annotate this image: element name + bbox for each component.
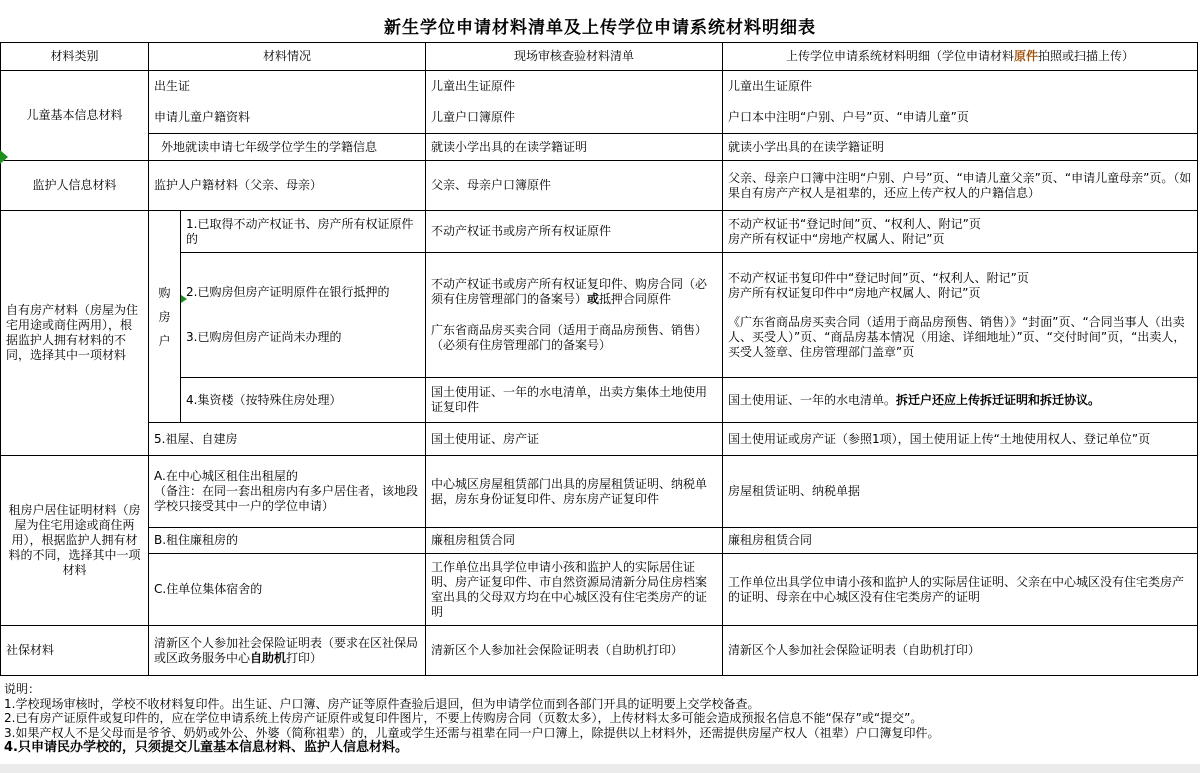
subcategory-house-buyer (149, 211, 181, 423)
cell-itemB-onsite: 廉租房租赁合同 (426, 528, 723, 554)
text-buyer-vertical: 购房户 (158, 285, 171, 348)
cell-guardian-upload: 父亲、母亲户口簿中注明“户别、户号”页、“申请儿童父亲”页、“申请儿童母亲”页。（如果自有房产产权人是祖辈的，还应上传产权人的户籍信息） (723, 161, 1198, 211)
text-itemA-title: A.在中心城区租住出租屋的 (154, 469, 298, 483)
text-item4-upload: 国土使用证、一年的水电清单。 (728, 392, 897, 407)
cell-item1-situation: 1.已取得不动产权证书、房产所有权证原件的 (181, 211, 426, 253)
cell-item1-upload (723, 211, 1198, 253)
page-title: 新生学位申请材料清单及上传学位申请系统材料明细表 (384, 18, 816, 38)
cell-itemA-situation (149, 456, 426, 528)
header-upload-original-highlight: 原件 (1014, 49, 1039, 63)
text-hukou-original: 儿童户口簿原件 (431, 110, 516, 124)
text-social-a: 清新区个人参加社会保险证明表（要求在区社保局或区政务服务中心 (154, 635, 419, 665)
text-item23-upload-p1: 不动产权证书复印件中“登记时间”页、“权利人、附记”页 (728, 270, 1029, 285)
header-onsite-checklist: 现场审核查验材料清单 (426, 43, 723, 71)
note-3: 3.如果产权人不是父母而是爷爷、奶奶或外公、外婆（简称祖辈）的，儿童或学生还需与祖辈在同一户口簿上，除提供以上材料外，还需提供房屋产权人（祖辈）户口簿复印件。 (4, 725, 940, 740)
row-rent-itemB (1, 528, 1198, 554)
text-upload-birth-cert: 儿童出生证原件 (728, 79, 813, 93)
text-item2-situation: 2.已购房但房产证明原件在银行抵押的 (186, 285, 390, 299)
note-1: 1.学校现场审核时，学校不收材料复印件。出生证、户口簿、房产证等原件查验后退回，但为申请学位而到各部门开具的证明要上交学校备查。 (4, 696, 760, 711)
text-item2-onsite (431, 277, 717, 307)
text-item2-onsite-a: 不动产权证书或房产所有权证复印件、购房合同（必须有住房管理部门的备案号） (431, 277, 708, 306)
text-child-hukou: 申请儿童户籍资料 (154, 110, 251, 124)
header-upload-detail (723, 43, 1198, 71)
text-item4-upload-bold: 拆迁户还应上传拆迁证明和拆迁协议。 (896, 392, 1101, 407)
category-child-basic-info: 儿童基本信息材料 (1, 71, 149, 161)
comment-marker-icon (181, 295, 187, 303)
cell-itemB-situation: B.租住廉租房的 (149, 528, 426, 554)
text-birth-cert-original: 儿童出生证原件 (431, 79, 516, 93)
cell-item23-upload (723, 253, 1198, 378)
cell-guardian-onsite: 父亲、母亲户口簿原件 (426, 161, 723, 211)
cell-school-record-upload: 就读小学出具的在读学籍证明 (723, 134, 1198, 161)
category-own-house: 自有房产材料（房屋为住宅用途或商住两用），根据监护人拥有材料的不同，选择其中一项材料 (1, 211, 149, 456)
cell-social-upload: 清新区个人参加社会保险证明表（自助机打印） (723, 626, 1198, 676)
cell-item23-onsite (426, 253, 723, 378)
category-rent-proof: 租房户居住证明材料（房屋为住宅用途或商住两用），根据监护人拥有材料的不同，选择其中一项材料 (1, 456, 149, 626)
row-ownhouse-item2-3 (1, 253, 1198, 378)
row-rent-itemA (1, 456, 1198, 528)
row-ownhouse-item5 (1, 423, 1198, 456)
header-upload-prefix: 上传学位申请系统材料明细（学位申请材料 (785, 49, 1014, 63)
category-social-insurance: 社保材料 (1, 626, 149, 676)
header-situation: 材料情况 (149, 43, 426, 71)
row-child-docs (1, 71, 1198, 134)
text-item1-upload-p2: 房产所有权证中“房地产权属人、附记”页 (728, 231, 945, 246)
note-4: 4.只申请民办学校的，只须提交儿童基本信息材料、监护人信息材料。 (4, 740, 408, 755)
note-2: 2.已有房产证原件或复印件的，应在学位申请系统上传房产证原件或复印件图片，不要上传购房合同（页数太多），上传材料太多可能会造成预报名信息不能“保存”或“提交”。 (4, 711, 923, 725)
row-social-insurance (1, 626, 1198, 676)
row-ownhouse-item1 (1, 211, 1198, 253)
cell-itemC-onsite: 工作单位出具学位申请小孩和监护人的实际居住证明、房产证复印件、市自然资源局清新分局住房档案室出具的父母双方均在中心城区没有住宅类房产的证明 (426, 554, 723, 626)
cell-social-situation (149, 626, 426, 676)
cell-itemA-onsite: 中心城区房屋租赁部门出具的房屋租赁证明、纳税单据，房东身份证复印件、房东房产证复印件 (426, 456, 723, 528)
cell-social-onsite: 清新区个人参加社会保险证明表（自助机打印） (426, 626, 723, 676)
cell-itemB-upload: 廉租房租赁合同 (723, 528, 1198, 554)
text-itemA-note: （备注：在同一套出租房内有多户居住者，该地段学校只接受其中一户的学位申请） (154, 484, 419, 513)
text-item2-onsite-or-bold: 或 (587, 292, 600, 306)
cell-item5-upload: 国土使用证或房产证（参照1项），国土使用证上传“土地使用权人、登记单位”页 (723, 423, 1198, 456)
row-child-school-record (1, 134, 1198, 161)
header-upload-suffix: 拍照或扫描上传） (1038, 49, 1135, 63)
cell-guardian-situation: 监护人户籍材料（父亲、母亲） (149, 161, 426, 211)
row-guardian (1, 161, 1198, 211)
row-ownhouse-item4 (1, 378, 1198, 423)
text-item23-upload-p2: 房产所有权证复印件中“房地产权属人、附记”页 (728, 285, 981, 300)
cell-item4-upload (723, 378, 1198, 423)
cell-school-record-situation: 外地就读申请七年级学位学生的学籍信息 (149, 134, 426, 161)
cell-item4-onsite: 国土使用证、一年的水电清单，出卖方集体土地使用证复印件 (426, 378, 723, 423)
cell-child-situation (149, 71, 426, 134)
materials-table (0, 42, 1198, 676)
cell-itemC-situation: C.住单位集体宿舍的 (149, 554, 426, 626)
cell-child-upload (723, 71, 1198, 134)
comment-marker-icon (0, 150, 8, 164)
row-rent-itemC (1, 554, 1198, 626)
table-header-row (1, 43, 1198, 71)
text-social-b: 打印） (286, 650, 323, 665)
cell-school-record-onsite: 就读小学出具的在读学籍证明 (426, 134, 723, 161)
text-item3-situation: 3.已购房但房产证尚未办理的 (186, 330, 342, 344)
cell-item23-situation (181, 253, 426, 378)
text-birth-cert: 出生证 (154, 79, 191, 93)
text-item2-onsite-b: 抵押合同原件 (599, 292, 672, 306)
notes-block (0, 676, 1200, 756)
cell-item5-situation: 5.祖屋、自建房 (149, 423, 426, 456)
cell-item5-onsite: 国土使用证、房产证 (426, 423, 723, 456)
category-guardian-info: 监护人信息材料 (1, 161, 149, 211)
header-category: 材料类别 (1, 43, 149, 71)
cell-item4-situation: 4.集资楼（按特殊住房处理） (181, 378, 426, 423)
window-edge-strip (0, 764, 1200, 773)
text-social-selfservice-bold: 自助机 (250, 650, 287, 665)
text-item3-onsite: 广东省商品房买卖合同（适用于商品房预售、销售）（必须有住房管理部门的备案号） (431, 323, 708, 352)
notes-label: 说明： (4, 682, 41, 696)
text-item23-upload-p3: 《广东省商品房买卖合同（适用于商品房预售、销售）》“封面”页、“合同当事人（出卖人、买受人）”页、“商品房基本情况（用途、详细地址）”页、“交付时间”页，“出卖人，买受人签章、住房管理部门盖章”页 (728, 314, 1186, 359)
cell-item1-onsite: 不动产权证书或房产所有权证原件 (426, 211, 723, 253)
cell-itemC-upload: 工作单位出具学位申请小孩和监护人的实际居住证明、父亲在中心城区没有住宅类房产的证明、母亲在中心城区没有住宅类房产的证明 (723, 554, 1198, 626)
cell-child-onsite (426, 71, 723, 134)
text-item1-upload-p1: 不动产权证书“登记时间”页、“权利人、附记”页 (728, 216, 981, 231)
text-upload-hukou-pages: 户口本中注明“户别、户号”页、“申请儿童”页 (728, 110, 969, 124)
cell-itemA-upload: 房屋租赁证明、纳税单据 (723, 456, 1198, 528)
